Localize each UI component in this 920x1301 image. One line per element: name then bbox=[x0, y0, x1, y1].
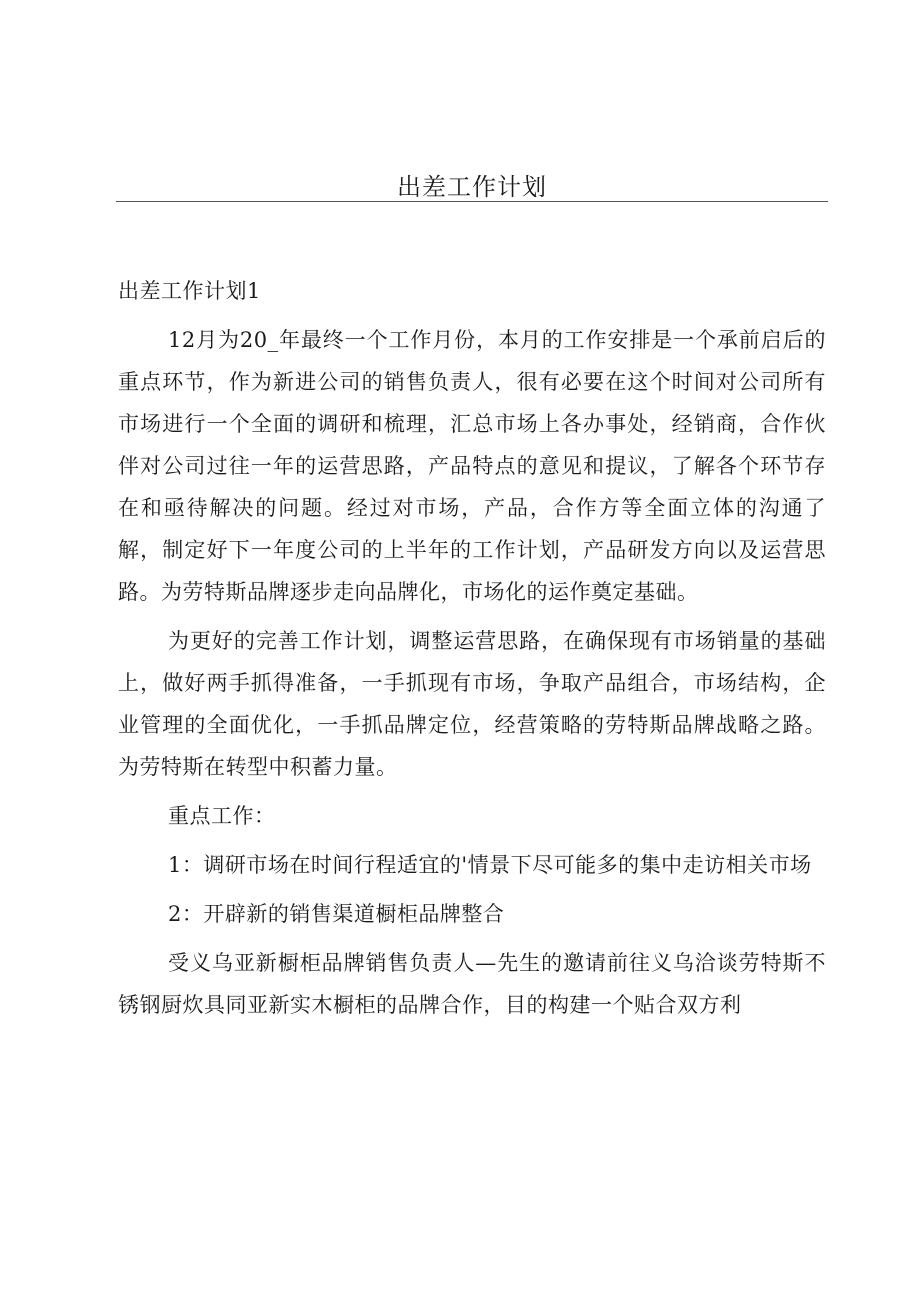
paragraph-intro: 12月为20_年最终一个工作月份，本月的工作安排是一个承前启后的重点环节，作为新进公司的销售负责人，很有必要在这个时间对公司所有市场进行一个全面的调研和梳理，汇总市场上各办事处，经销商，合作伙伴对公司过往一年的运营思路，产品特点的意见和提议，了解各个环节存在和亟待解决的问题。经过对市场，产品，合作方等全面立体的沟通了解，制定好下一年度公司的上半年的工作计划，产品研发方向以及运营思路。为劳特斯品牌逐步走向品牌化，市场化的运作奠定基础。 bbox=[118, 328, 826, 604]
paragraph-cooperation: 受义乌亚新橱柜品牌销售负责人—先生的邀请前往义乌洽谈劳特斯不锈钢厨炊具同亚新实木橱柜的品牌合作，目的构建一个贴合双方利 bbox=[118, 951, 826, 1017]
paragraph-key-work-heading: 重点工作： bbox=[168, 804, 276, 828]
paragraph-item-1: 1：调研市场在时间行程适宜的'情景下尽可能多的集中走访相关市场 bbox=[168, 853, 812, 877]
document-title: 出差工作计划 bbox=[397, 173, 547, 201]
paragraph-item-2: 2：开辟新的销售渠道橱柜品牌整合 bbox=[168, 902, 505, 926]
paragraph-plan: 为更好的完善工作计划，调整运营思路，在确保现有市场销量的基础上，做好两手抓得准备，一手抓现有市场，争取产品组合，市场结构，企业管理的全面优化，一手抓品牌定位，经营策略的劳特斯品牌战略之路。为劳特斯在转型中积蓄力量。 bbox=[118, 629, 826, 779]
document-body bbox=[118, 270, 826, 1033]
title-divider bbox=[116, 201, 828, 202]
section-heading: 出差工作计划1 bbox=[118, 279, 261, 303]
